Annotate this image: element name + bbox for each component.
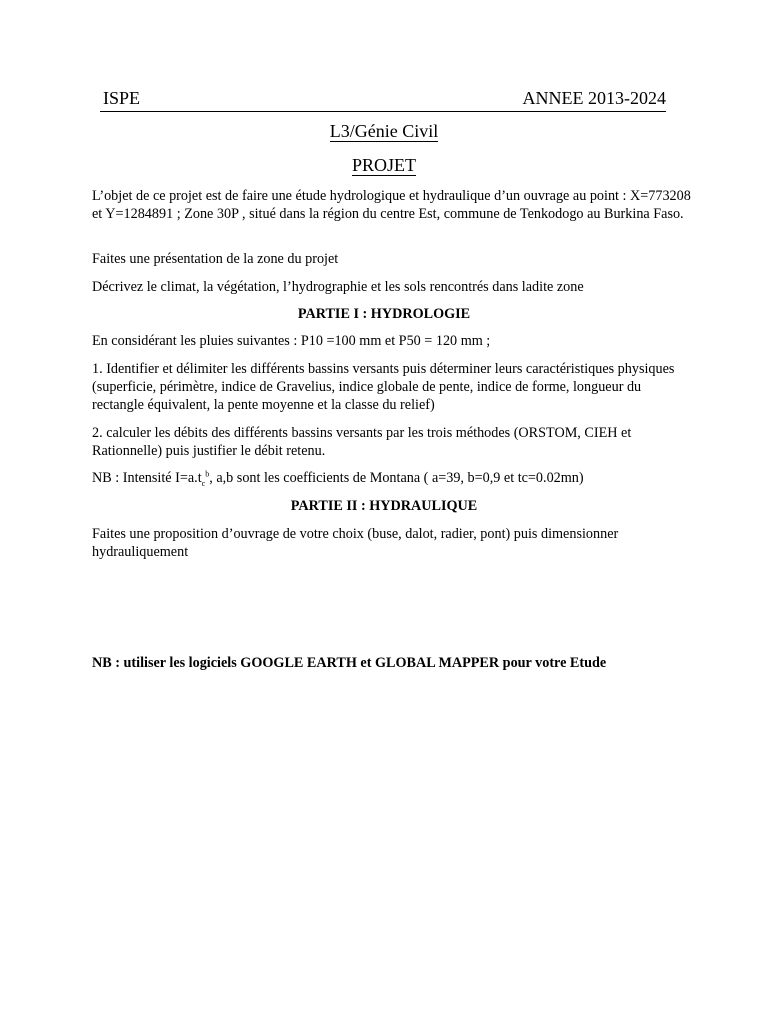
- document-title-text: PROJET: [351, 155, 416, 175]
- academic-year: ANNEE 2013-2024: [522, 88, 666, 108]
- program-subtitle-text: L3/Génie Civil: [329, 121, 439, 141]
- document-title: [0, 154, 768, 176]
- part1-heading: PARTIE I : HYDROLOGIE: [297, 306, 471, 322]
- institution-name: ISPE: [103, 88, 141, 108]
- part2-heading: PARTIE II : HYDRAULIQUE: [290, 498, 478, 514]
- nb-intensity-prefix: NB : Intensité I=a.t: [92, 470, 202, 486]
- nb-intensity-paragraph: [92, 469, 692, 487]
- nb-intensity-suffix: , a,b sont les coefficients de Montana ( a=39, b=0,9 et tc=0.02mn): [209, 470, 584, 486]
- rain-paragraph: En considérant les pluies suivantes : P10 =100 mm et P50 = 120 mm ;: [92, 333, 491, 349]
- part2-paragraph: Faites une proposition d’ouvrage de votre choix (buse, dalot, radier, pont) puis dimensionner hydrauliquement: [92, 526, 619, 560]
- header-line: [100, 87, 666, 112]
- nb-intensity-superscript: b: [205, 469, 210, 479]
- intro-paragraph: L’objet de ce projet est de faire une étude hydrologique et hydraulique d’un ouvrage au point : X=773208 et Y=1284891 ; Zone 30P , situé dans la région du centre Est, commune de Tenkodogo au Burkina Faso.: [92, 188, 691, 222]
- item1-paragraph: 1. Identifier et délimiter les différents bassins versants puis déterminer leurs caractéristiques physiques (superficie, périmètre, indice de Gravelius, indice globale de pente, indice de forme, longueur du rectangle équivalent, la pente moyenne et la classe du relief): [92, 361, 675, 413]
- program-subtitle: [0, 120, 768, 142]
- describe-paragraph: Décrivez le climat, la végétation, l’hydrographie et les sols rencontrés dans ladite zone: [92, 279, 584, 295]
- nb-intensity-subscript: c: [201, 478, 206, 488]
- software-note: NB : utiliser les logiciels GOOGLE EARTH et GLOBAL MAPPER pour votre Etude: [92, 655, 607, 671]
- item2-paragraph: 2. calculer les débits des différents bassins versants par les trois méthodes (ORSTOM, CIEH et Rationnelle) puis justifier le débit retenu.: [92, 425, 632, 459]
- presentation-paragraph: Faites une présentation de la zone du projet: [92, 251, 339, 267]
